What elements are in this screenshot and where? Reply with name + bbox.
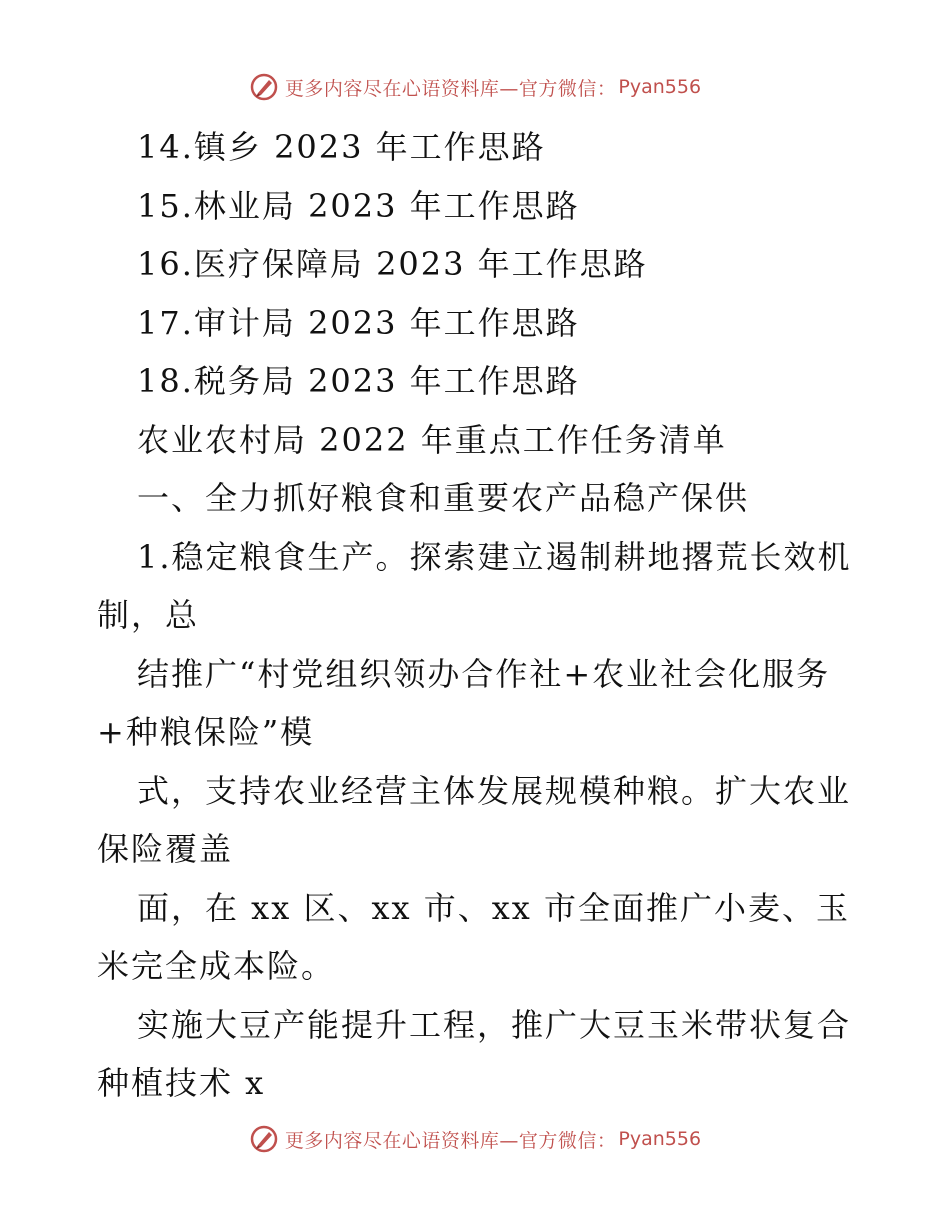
text-line: 制，总 <box>97 596 200 634</box>
section-heading: 一、全力抓好粮食和重要农产品稳产保供 <box>137 479 750 517</box>
text-line: 实施大豆产能提升工程，推广大豆玉米带状复合 <box>137 1005 852 1044</box>
text-line: 结推广“村党组织领办合作社+农业社会化服务 <box>137 654 831 693</box>
text-line: 18.税务局 2023 年工作思路 <box>137 362 580 400</box>
watermark-header <box>0 72 950 102</box>
text-line: 式，支持农业经营主体发展规模种粮。扩大农业 <box>137 771 852 810</box>
text-line: 面，在 xx 区、xx 市、xx 市全面推广小麦、玉 <box>137 888 850 927</box>
text-line: 米完全成本险。 <box>97 947 336 985</box>
text-line: 17.审计局 2023 年工作思路 <box>137 303 580 342</box>
document-body <box>97 118 857 1113</box>
text-line: 种植技术 x <box>97 1064 266 1102</box>
watermark-text: 更多内容尽在心语资料库—官方微信： <box>284 1129 617 1152</box>
watermark-wechat-id: Pyan556 <box>618 76 702 98</box>
text-line: 15.林业局 2023 年工作思路 <box>137 186 580 225</box>
section-title: 农业农村局 2022 年重点工作任务清单 <box>137 420 727 459</box>
text-line: 14.镇乡 2023 年工作思路 <box>137 128 546 166</box>
watermark-wechat-id: Pyan556 <box>618 1128 702 1150</box>
watermark-footer <box>0 1124 950 1154</box>
text-line: 保险覆盖 <box>97 830 234 868</box>
pen-logo-icon <box>249 72 279 102</box>
text-line: +种粮保险”模 <box>97 713 315 751</box>
watermark-text: 更多内容尽在心语资料库—官方微信： <box>284 77 617 100</box>
text-line: 1.稳定粮食生产。探索建立遏制耕地撂荒长效机 <box>137 537 852 576</box>
text-line: 16.医疗保障局 2023 年工作思路 <box>137 245 648 283</box>
pen-logo-icon <box>249 1124 279 1154</box>
